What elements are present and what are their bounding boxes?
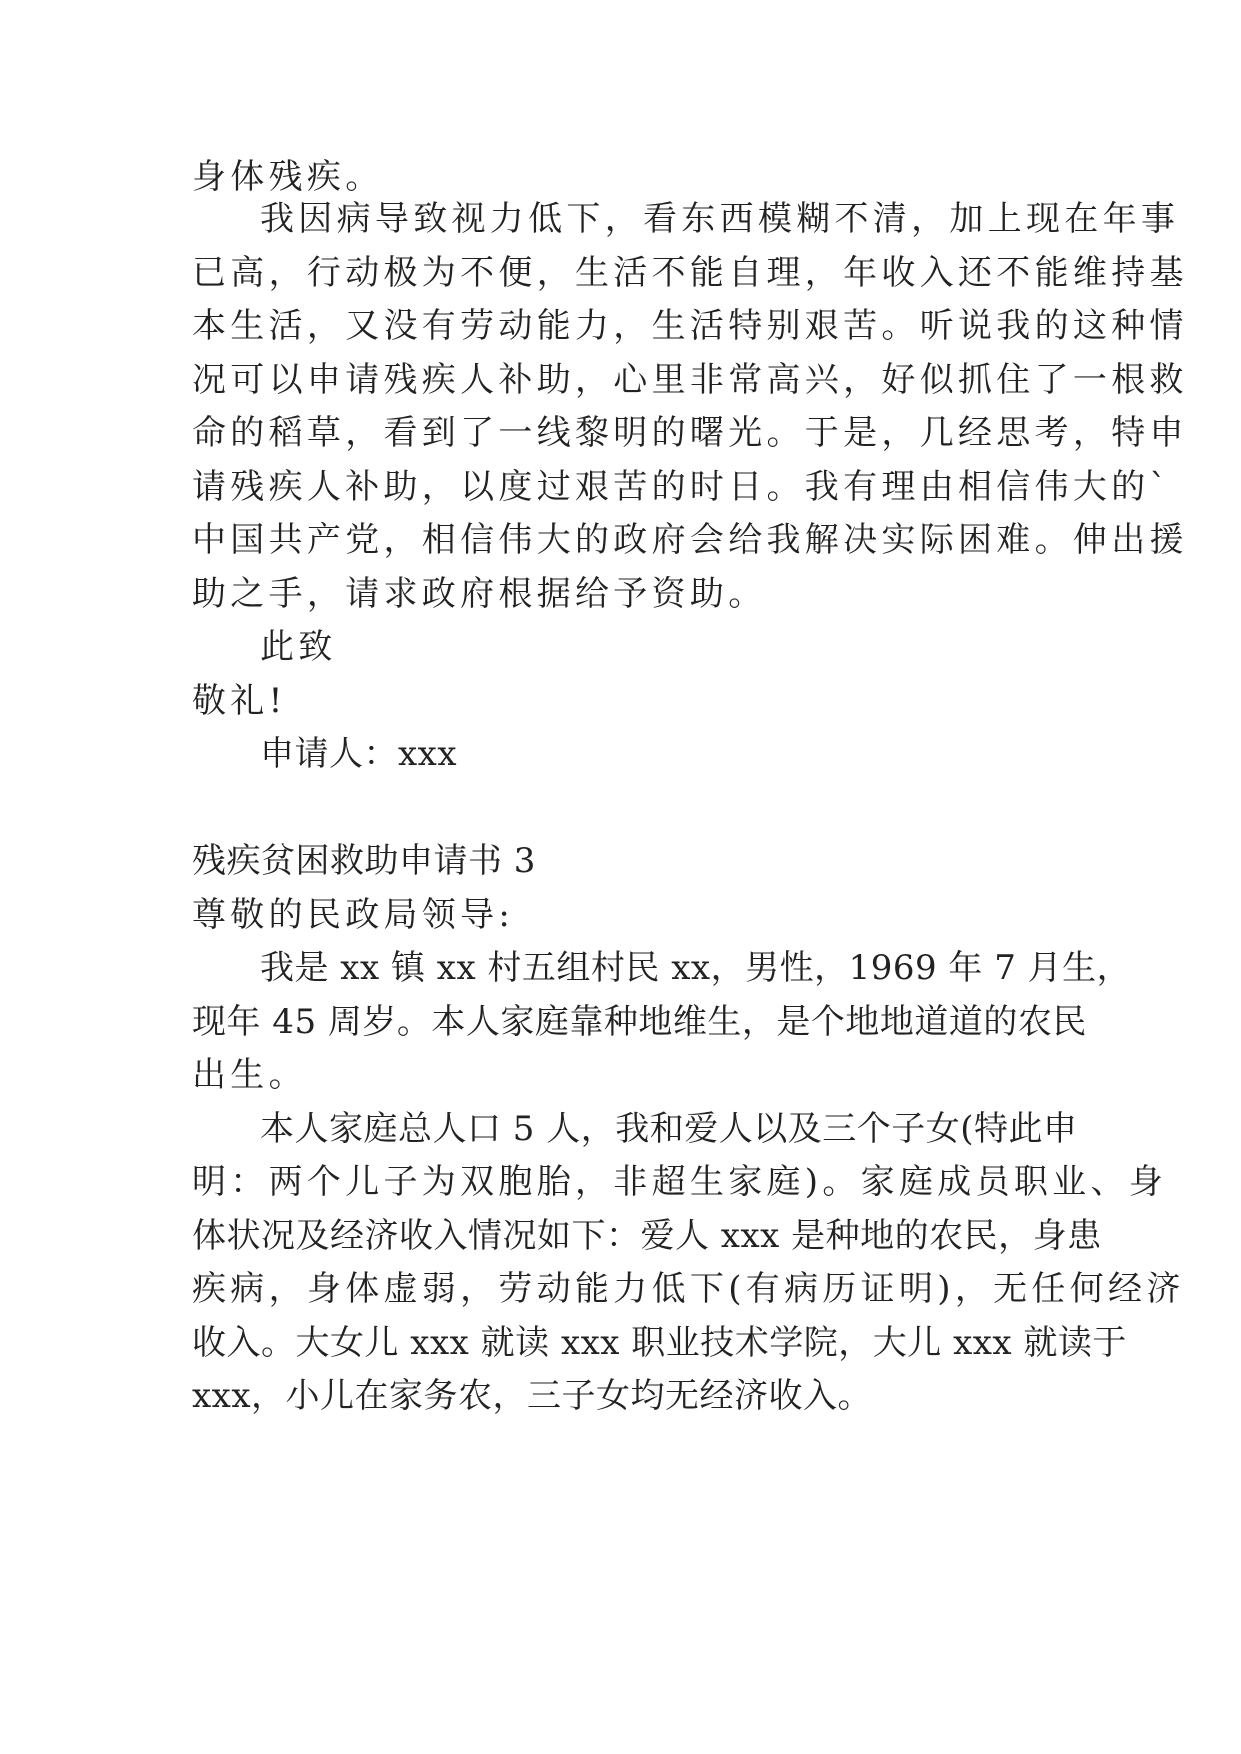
text-line: 请残疾人补助，以度过艰苦的时日。我有理由相信伟大的`: [192, 467, 1171, 507]
text-line: 本生活，又没有劳动能力，生活特别艰苦。听说我的这种情: [192, 306, 1188, 346]
closing-salutation: 此致: [260, 627, 337, 667]
text-line: 收入。大女儿 xxx 就读 xxx 职业技术学院，大儿 xxx 就读于: [192, 1323, 1127, 1363]
text-line: 助之手，请求政府根据给予资助。: [192, 574, 767, 614]
text-line: 出生。: [192, 1055, 307, 1095]
text-line: 身体残疾。: [192, 157, 384, 197]
text-line: 明：两个儿子为双胞胎，非超生家庭)。家庭成员职业、身: [192, 1162, 1168, 1202]
text-line: 况可以申请残疾人补助，心里非常高兴，好似抓住了一根救: [192, 360, 1188, 400]
applicant-signature-line: 申请人：xxx: [260, 734, 458, 774]
text-line: 中国共产党，相信伟大的政府会给我解决实际困难。伸出援: [192, 520, 1188, 560]
paragraph-line: 本人家庭总人口 5 人，我和爱人以及三个子女(特此申: [260, 1109, 1078, 1149]
text-line: 已高，行动极为不便，生活不能自理，年收入还不能维持基: [192, 253, 1188, 293]
section-title: 残疾贫困救助申请书 3: [192, 841, 536, 881]
text-line: xxx，小儿在家务农，三子女均无经济收入。: [192, 1376, 873, 1416]
text-line: 现年 45 周岁。本人家庭靠种地维生，是个地地道道的农民: [192, 1002, 1087, 1042]
paragraph-line: 我是 xx 镇 xx 村五组村民 xx，男性，1969 年 7 月生，: [260, 948, 1132, 988]
text-line: 疾病，身体虚弱，劳动能力低下(有病历证明)，无任何经济: [192, 1269, 1185, 1309]
letter-greeting: 尊敬的民政局领导:: [192, 895, 515, 935]
paragraph-line: 我因病导致视力低下，看东西模糊不清，加上现在年事: [260, 199, 1180, 239]
text-line: 命的稻草，看到了一线黎明的曙光。于是，几经思考，特申: [192, 413, 1188, 453]
text-line: 体状况及经济收入情况如下：爱人 xxx 是种地的农民，身患: [192, 1216, 1102, 1256]
closing-respect: 敬礼!: [192, 681, 287, 721]
